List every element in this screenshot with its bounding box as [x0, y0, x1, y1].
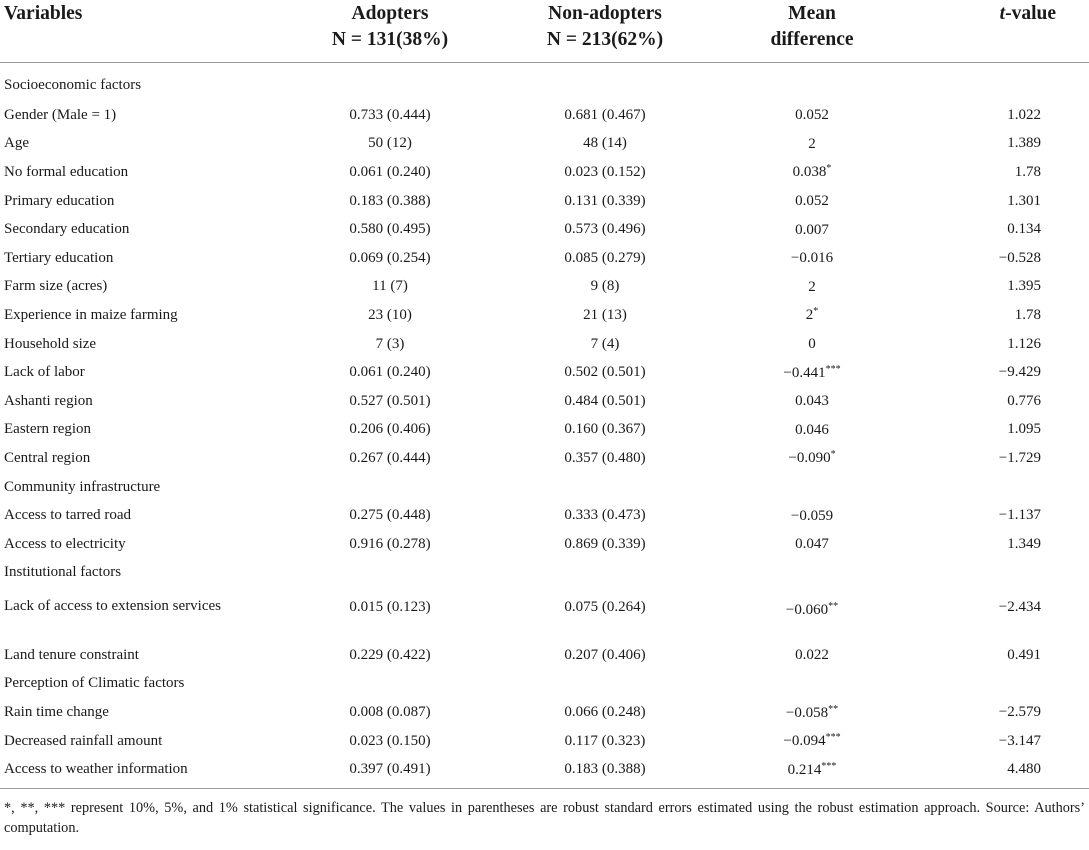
mean-difference-value	[712, 358, 912, 387]
table-footnote: *, **, *** represent 10%, 5%, and 1% statistical significance. The values in parentheses are robust standard errors estimated using the robust estimation approach. Source: Authors’ computation.	[4, 800, 1085, 837]
non-adopters-value: 0.357 (0.480)	[564, 449, 646, 466]
table-row	[0, 501, 1089, 530]
non-adopters-value: 21 (13)	[583, 306, 627, 323]
adopters-value: 0.275 (0.448)	[349, 507, 431, 524]
t-value: 1.389	[1007, 135, 1041, 152]
empty-cell	[912, 63, 1089, 102]
table-row	[0, 755, 1089, 788]
mean-difference-value	[712, 101, 912, 130]
non-adopters-value: 7 (4)	[590, 335, 620, 352]
table-row	[0, 130, 1089, 159]
section-row	[0, 670, 1089, 699]
header-variables: Variables	[0, 0, 282, 63]
t-value: −0.528	[998, 249, 1041, 266]
header-adopters	[282, 0, 498, 63]
header-adopters-n: N = 131(38%)	[331, 29, 449, 50]
variable-label: Age	[4, 135, 29, 152]
adopters-value: 0.069 (0.254)	[349, 249, 431, 266]
t-value: 1.349	[1007, 535, 1041, 552]
non-adopters-value: 0.183 (0.388)	[498, 755, 712, 788]
header-mean-difference	[712, 0, 912, 63]
mean-difference-value	[712, 698, 912, 727]
t-value: 1.301	[1007, 192, 1041, 209]
variable-label: Primary education	[4, 192, 115, 209]
non-adopters-value: 0.023 (0.152)	[564, 163, 646, 180]
variable-label: Access to weather information	[0, 755, 282, 788]
mean-difference-number: 0	[808, 336, 816, 353]
table-row	[0, 530, 1089, 559]
mean-difference-number: 0.022	[795, 647, 829, 664]
empty-cell	[712, 559, 912, 588]
t-value: 1.78	[1014, 163, 1041, 180]
non-adopters-value: 0.160 (0.367)	[564, 421, 646, 438]
adopters-value: 11 (7)	[372, 278, 408, 295]
empty-cell	[498, 63, 712, 102]
header-non-adopters-n: N = 213(62%)	[546, 29, 664, 50]
mean-difference-value	[712, 273, 912, 302]
mean-difference-number: −0.441	[783, 364, 826, 381]
non-adopters-value: 0.502 (0.501)	[564, 364, 646, 381]
mean-difference-value	[712, 587, 912, 641]
mean-difference-number: 0.047	[795, 536, 829, 553]
mean-difference-value	[712, 301, 912, 330]
non-adopters-value: 9 (8)	[590, 278, 620, 295]
table-row	[0, 301, 1089, 330]
adopters-value: 0.008 (0.087)	[349, 704, 431, 721]
significance-marker: ***	[821, 760, 837, 772]
mean-difference-number: 0.046	[795, 421, 829, 438]
t-value: −1.729	[998, 449, 1041, 466]
table-row	[0, 358, 1089, 387]
empty-cell	[498, 473, 712, 502]
table-row	[0, 727, 1089, 756]
significance-marker: ***	[825, 732, 841, 744]
t-value: 4.480	[912, 755, 1089, 788]
mean-difference-value	[712, 727, 912, 756]
variable-label: Secondary education	[4, 221, 130, 238]
variable-label: Household size	[4, 335, 97, 352]
non-adopters-value: 0.681 (0.467)	[564, 106, 646, 123]
t-value: 0.134	[1007, 221, 1041, 238]
t-value: 1.395	[1007, 278, 1041, 295]
table-row	[0, 330, 1089, 359]
empty-cell	[282, 63, 498, 102]
non-adopters-value: 48 (14)	[583, 135, 627, 152]
adopters-value: 0.229 (0.422)	[349, 646, 431, 663]
adopters-value: 0.023 (0.150)	[349, 732, 431, 749]
adopters-value: 0.916 (0.278)	[349, 535, 431, 552]
section-row	[0, 473, 1089, 502]
variable-label: Lack of access to extension services	[4, 598, 221, 615]
mean-difference-number: 0.214	[787, 761, 822, 778]
mean-difference-number: 2	[805, 307, 814, 324]
adopters-value: 0.206 (0.406)	[349, 421, 431, 438]
section-row	[0, 63, 1089, 102]
significance-marker: **	[828, 703, 839, 715]
variable-label: Lack of labor	[4, 364, 85, 381]
non-adopters-value: 0.207 (0.406)	[564, 646, 646, 663]
significance-marker: *	[826, 163, 832, 175]
significance-marker: *	[830, 449, 836, 461]
table-header	[0, 0, 1089, 63]
header-row	[0, 0, 1089, 63]
mean-difference-value	[712, 416, 912, 445]
section-label: Perception of Climatic factors	[4, 675, 185, 692]
non-adopters-value: 0.484 (0.501)	[564, 392, 646, 409]
table-body	[0, 63, 1089, 789]
mean-difference-number: −0.059	[790, 507, 834, 524]
adopters-value: 0.061 (0.240)	[349, 364, 431, 381]
empty-cell	[282, 670, 498, 699]
adopters-value: 0.527 (0.501)	[349, 392, 431, 409]
adopters-value: 50 (12)	[368, 135, 412, 152]
significance-marker: *	[813, 306, 819, 318]
non-adopters-value: 0.117 (0.323)	[564, 732, 646, 749]
table-row	[0, 587, 1089, 641]
mean-difference-number: 2	[808, 135, 816, 152]
table-row	[0, 698, 1089, 727]
variable-label: Land tenure constraint	[4, 646, 139, 663]
variable-label: Ashanti region	[4, 392, 93, 409]
table-row	[0, 416, 1089, 445]
empty-cell	[498, 559, 712, 588]
t-value: −1.137	[998, 507, 1041, 524]
header-non-adopters-title: Non-adopters	[548, 3, 662, 24]
mean-difference-value	[712, 330, 912, 359]
adopters-value: 0.733 (0.444)	[349, 106, 431, 123]
empty-cell	[282, 473, 498, 502]
mean-difference-number: −0.058	[785, 704, 829, 721]
empty-cell	[712, 670, 912, 699]
variable-label: Central region	[4, 449, 91, 466]
mean-difference-number: 0.038	[792, 164, 827, 181]
empty-cell	[912, 559, 1089, 588]
empty-cell	[712, 63, 912, 102]
variable-label: Gender (Male = 1)	[4, 106, 117, 123]
significance-marker: ***	[825, 363, 841, 375]
non-adopters-value: 0.075 (0.264)	[564, 599, 646, 616]
t-value: 1.78	[1014, 306, 1041, 323]
table-row	[0, 158, 1089, 187]
adopters-value: 0.061 (0.240)	[349, 163, 431, 180]
section-label: Socioeconomic factors	[4, 76, 142, 93]
mean-difference-number: −0.060	[785, 602, 829, 619]
t-value: 1.022	[1007, 106, 1041, 123]
header-mean-line2: difference	[770, 29, 854, 50]
header-mean-line1: Mean	[788, 3, 836, 24]
non-adopters-value: 0.131 (0.339)	[564, 192, 646, 209]
adopters-value: 7 (3)	[375, 335, 405, 352]
non-adopters-value: 0.573 (0.496)	[564, 221, 646, 238]
mean-difference-value	[712, 215, 912, 244]
table-row	[0, 215, 1089, 244]
mean-difference-value	[712, 244, 912, 273]
adopters-value: 0.580 (0.495)	[349, 221, 431, 238]
mean-difference-value	[712, 387, 912, 416]
adopters-value: 23 (10)	[368, 306, 412, 323]
t-value: −3.147	[998, 732, 1041, 749]
mean-difference-number: −0.094	[783, 733, 826, 750]
t-value: 0.776	[1007, 392, 1041, 409]
t-value: 1.095	[1007, 421, 1041, 438]
header-t-italic: t	[999, 3, 1006, 24]
mean-difference-value	[712, 530, 912, 559]
header-t-rest: -value	[1005, 3, 1056, 24]
variable-label: Rain time change	[4, 704, 109, 721]
table-row	[0, 187, 1089, 216]
empty-cell	[282, 559, 498, 588]
mean-difference-number: 2	[808, 278, 816, 295]
variable-label: Experience in maize farming	[4, 306, 178, 323]
mean-difference-number: 0.052	[795, 107, 829, 124]
mean-difference-number: 0.007	[795, 221, 829, 238]
mean-difference-value	[712, 187, 912, 216]
t-value: 0.491	[1007, 646, 1041, 663]
variable-label: No formal education	[4, 163, 129, 180]
header-adopters-title: Adopters	[351, 3, 429, 24]
variable-label: Access to electricity	[4, 535, 126, 552]
table-row	[0, 444, 1089, 473]
table-row	[0, 101, 1089, 130]
adopters-value: 0.015 (0.123)	[349, 599, 431, 616]
mean-difference-number: 0.043	[795, 393, 829, 410]
table-row	[0, 387, 1089, 416]
section-label: Community infrastructure	[4, 478, 161, 495]
variable-label: Tertiary education	[4, 249, 114, 266]
mean-difference-value	[712, 755, 912, 788]
mean-difference-value	[712, 501, 912, 530]
adopters-value: 0.397 (0.491)	[282, 755, 498, 788]
t-value: −2.434	[998, 599, 1041, 616]
t-value: −2.579	[998, 704, 1041, 721]
section-row	[0, 559, 1089, 588]
adopters-value: 0.267 (0.444)	[349, 449, 431, 466]
variable-label: Access to tarred road	[4, 507, 132, 524]
mean-difference-number: −0.016	[790, 250, 834, 267]
section-label: Institutional factors	[4, 564, 122, 581]
significance-marker: **	[828, 601, 839, 613]
mean-difference-value	[712, 158, 912, 187]
variable-label: Decreased rainfall amount	[4, 732, 163, 749]
table-row	[0, 273, 1089, 302]
header-t-value	[912, 0, 1089, 63]
t-value: 1.126	[1007, 335, 1041, 352]
empty-cell	[712, 473, 912, 502]
non-adopters-value: 0.085 (0.279)	[564, 249, 646, 266]
mean-difference-value	[712, 444, 912, 473]
variable-label: Eastern region	[4, 421, 92, 438]
table-row	[0, 244, 1089, 273]
empty-cell	[912, 670, 1089, 699]
mean-difference-number: −0.090	[788, 450, 831, 467]
variable-label: Farm size (acres)	[4, 278, 108, 295]
table-row	[0, 641, 1089, 670]
non-adopters-value: 0.066 (0.248)	[564, 704, 646, 721]
mean-difference-value	[712, 641, 912, 670]
non-adopters-value: 0.333 (0.473)	[564, 507, 646, 524]
mean-difference-number: 0.052	[795, 193, 829, 210]
header-non-adopters	[498, 0, 712, 63]
empty-cell	[498, 670, 712, 699]
empty-cell	[912, 473, 1089, 502]
adopters-value: 0.183 (0.388)	[349, 192, 431, 209]
mean-difference-value	[712, 130, 912, 159]
t-value: −9.429	[998, 364, 1041, 381]
non-adopters-value: 0.869 (0.339)	[564, 535, 646, 552]
